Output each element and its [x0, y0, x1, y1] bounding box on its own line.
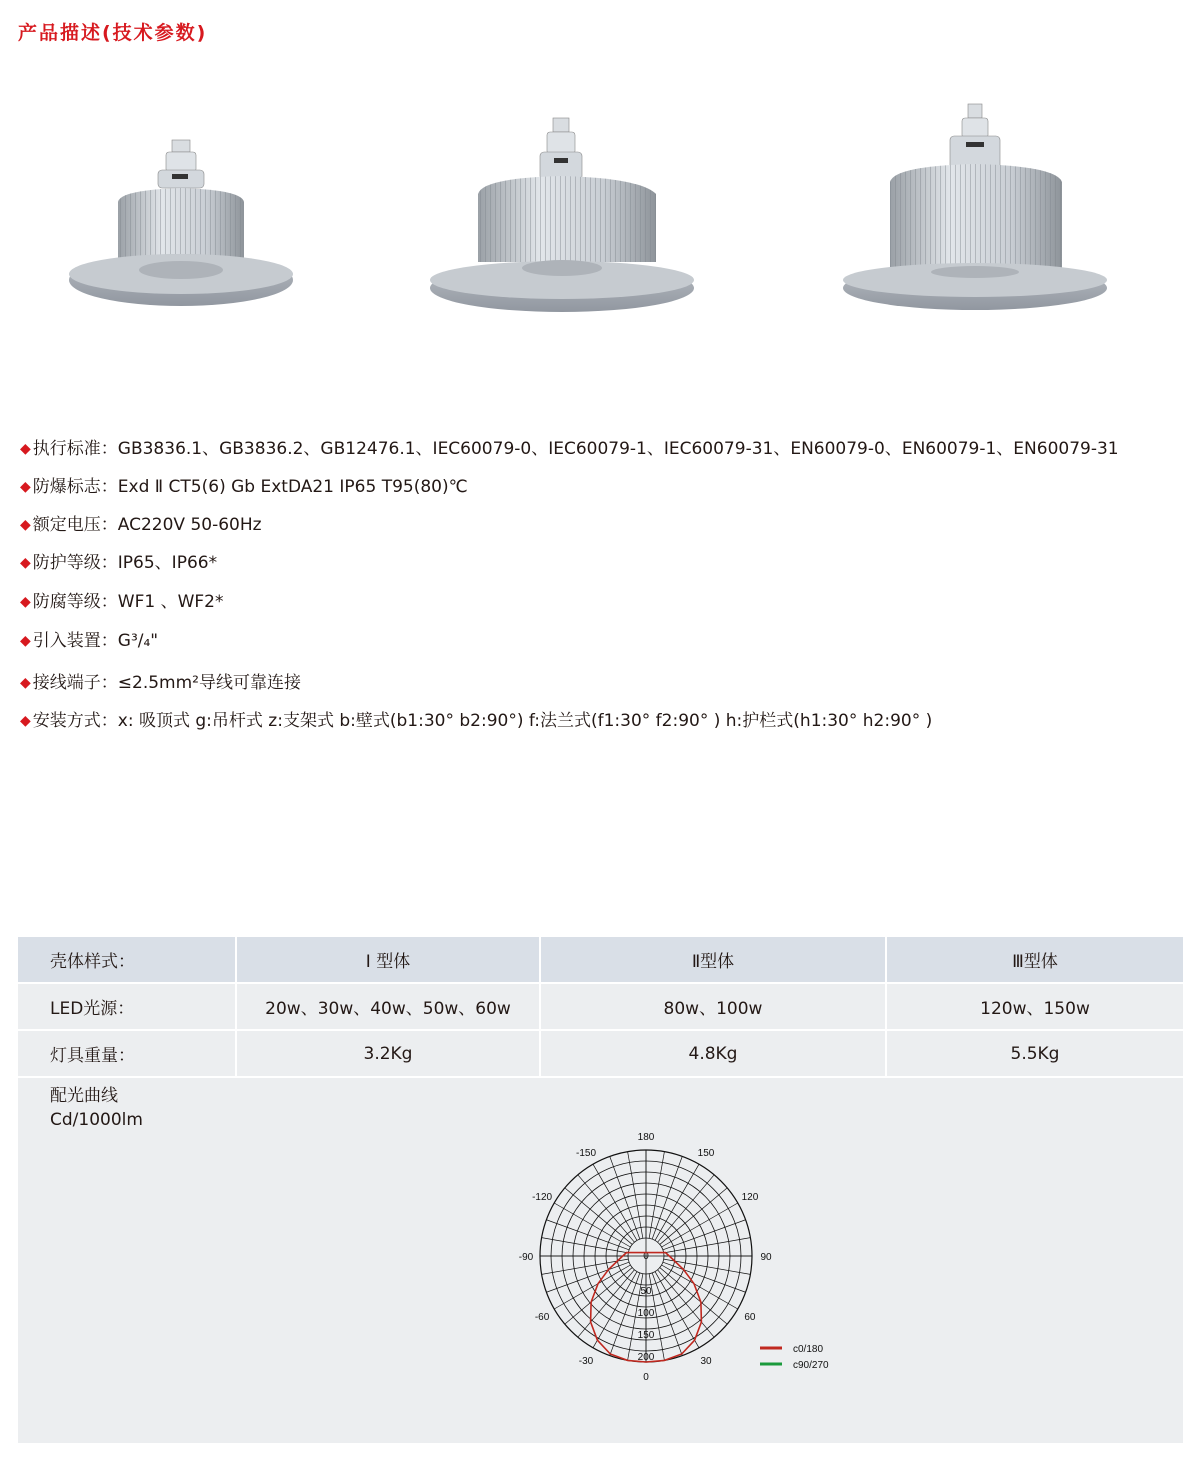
table-row	[18, 937, 1183, 983]
angle-tick-label: -30	[578, 1355, 594, 1367]
polar-spoke	[578, 1270, 635, 1337]
legend-label: c0/180	[793, 1344, 824, 1355]
row-header: 壳体样式：	[18, 937, 236, 983]
bullet-diamond-icon: ◆	[20, 675, 31, 691]
type-1-lamp	[69, 140, 293, 306]
polar-spoke	[649, 1152, 664, 1239]
angle-tick-label: -90	[518, 1252, 534, 1263]
bullet-diamond-icon: ◆	[20, 555, 31, 571]
polar-spoke	[658, 1175, 715, 1242]
table-cell: Ⅲ型体	[886, 937, 1183, 983]
table-cell: 3.2Kg	[236, 1030, 540, 1077]
angle-tick-label: 30	[700, 1355, 712, 1367]
polar-spoke	[664, 1238, 751, 1253]
radial-tick-label: 50	[640, 1286, 652, 1297]
polar-spoke	[565, 1188, 632, 1245]
row-header: 灯具重量：	[18, 1030, 236, 1077]
light-curve-heading	[50, 1084, 143, 1132]
table-cell: Ⅰ 型体	[236, 937, 540, 983]
spec-row: ◆ 引入装置：G³/₄"	[20, 631, 159, 651]
spec-row: ◆ 防护等级：IP65、IP66*	[20, 553, 218, 573]
bullet-diamond-icon: ◆	[20, 633, 31, 649]
spec-row: ◆ 执行标准：GB3836.1、GB3836.2、GB12476.1、IEC60079-0、IEC60079-1、IEC60079-31、EN60079-0、EN60079-1、EN60079-31	[20, 439, 1119, 459]
radial-tick-label: 100	[637, 1308, 655, 1319]
polar-spoke	[664, 1259, 751, 1274]
type-2-lamp	[430, 118, 694, 312]
polar-spoke	[546, 1262, 629, 1292]
table-row	[18, 983, 1183, 1030]
table-cell: 80w、100w	[540, 983, 886, 1030]
radial-tick-label: 0	[643, 1251, 649, 1262]
polar-spoke	[546, 1220, 629, 1250]
angle-tick-label: 60	[744, 1312, 756, 1323]
angle-tick-label: 120	[741, 1192, 759, 1203]
table-cell: 20w、30w、40w、50w、60w	[236, 983, 540, 1030]
spec-row: ◆ 额定电压：AC220V 50-60Hz	[20, 515, 262, 535]
angle-tick-label: -60	[534, 1312, 550, 1323]
polar-spoke	[628, 1152, 643, 1239]
light-curve-title: 配光曲线	[50, 1086, 118, 1106]
spec-row: ◆ 防腐等级：WF1 、WF2*	[20, 592, 224, 612]
radial-tick-label: 200	[637, 1352, 655, 1363]
light-curve-unit: Cd/1000lm	[50, 1110, 143, 1130]
polar-chart	[500, 1130, 860, 1395]
bullet-diamond-icon: ◆	[20, 441, 31, 457]
angle-tick-label: 90	[760, 1252, 772, 1263]
table-cell: 4.8Kg	[540, 1030, 886, 1077]
spec-table	[18, 937, 1183, 1078]
page-title: 产品描述(技术参数)	[18, 22, 208, 44]
bullet-diamond-icon: ◆	[20, 594, 31, 610]
spec-row: ◆ 安装方式：x: 吸顶式 g:吊杆式 z:支架式 b:壁式(b1:30° b2:90°) f:法兰式(f1:30° f2:90° ) h:护栏式(h1:30° h2:90° )	[20, 711, 933, 731]
polar-spoke	[660, 1268, 727, 1325]
angle-tick-label: 180	[637, 1132, 655, 1143]
spec-row: ◆ 接线端子：≤2.5mm²导线可靠连接	[20, 673, 301, 693]
bullet-diamond-icon: ◆	[20, 713, 31, 729]
polar-spoke	[578, 1175, 635, 1242]
polar-spoke	[542, 1259, 629, 1274]
polar-spoke	[660, 1188, 727, 1245]
polar-spoke	[658, 1270, 715, 1337]
spec-row: ◆ 防爆标志：Exd Ⅱ CT5(6) Gb ExtDA21 IP65 T95(80)℃	[20, 477, 468, 497]
type-3-lamp	[843, 104, 1107, 310]
product-images	[0, 90, 1200, 330]
angle-tick-label: 150	[697, 1148, 715, 1160]
table-row	[18, 1030, 1183, 1077]
angle-tick-label: -150	[575, 1148, 597, 1160]
radial-tick-label: 150	[637, 1330, 655, 1341]
angle-tick-label: 0	[643, 1372, 649, 1383]
table-cell: 120w、150w	[886, 983, 1183, 1030]
polar-spoke	[542, 1238, 629, 1253]
polar-spoke	[663, 1262, 746, 1292]
polar-spoke	[652, 1156, 682, 1239]
polar-spoke	[610, 1156, 640, 1239]
polar-spoke	[610, 1273, 640, 1356]
bullet-diamond-icon: ◆	[20, 479, 31, 495]
polar-spoke	[652, 1273, 682, 1356]
table-cell: 5.5Kg	[886, 1030, 1183, 1077]
row-header: LED光源：	[18, 983, 236, 1030]
table-cell: Ⅱ型体	[540, 937, 886, 983]
bullet-diamond-icon: ◆	[20, 517, 31, 533]
legend-label: c90/270	[793, 1360, 829, 1371]
polar-spoke	[663, 1220, 746, 1250]
angle-tick-label: -120	[532, 1192, 553, 1203]
polar-spoke	[565, 1268, 632, 1325]
